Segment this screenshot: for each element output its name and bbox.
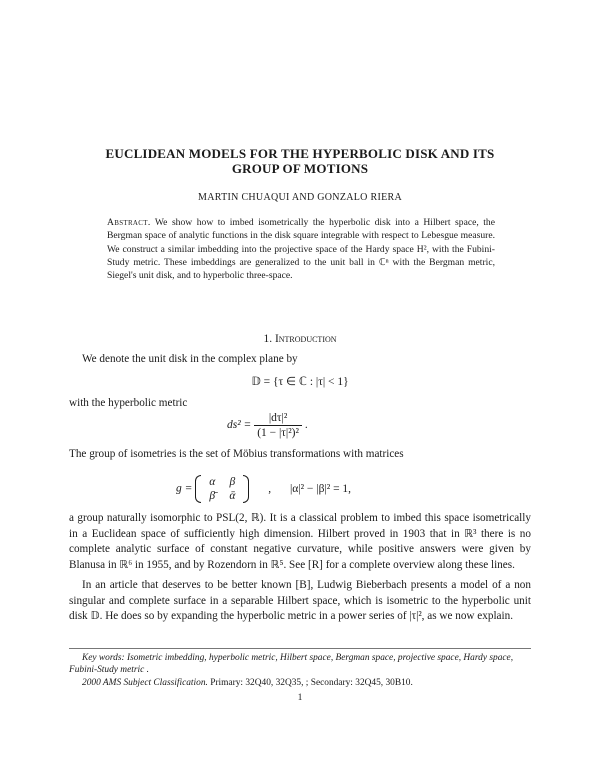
- equation-hyperbolic-metric: [227, 412, 308, 439]
- intro-paragraph-2: with the hyperbolic metric: [69, 397, 188, 409]
- paper-authors: MARTIN CHUAQUI AND GONZALO RIERA: [198, 192, 402, 203]
- footnote-msc-label: 2000 AMS Subject Classification.: [82, 678, 208, 688]
- matrix-entry-21: β̄: [209, 490, 216, 502]
- equation-metric-period: .: [304, 419, 308, 432]
- equation-metric-fraction: [254, 412, 302, 439]
- footnote-rule: [69, 648, 531, 649]
- footnote-keywords: Key words: Isometric imbedding, hyperbolic metric, Hilbert space, Bergman space, projective space, Hardy space, Fubini-Study metric .: [69, 653, 514, 676]
- abstract-text: We show how to imbed isometrically the hyperbolic disk into a Hilbert space, the Bergman space of analytic functions in the disk square integrable with respect to Lebesgue measure. We construct a similar imbedding into the projective space of the Hardy space H², with the Fubini-Study metric. These imbeddings are generalized to the unit ball in ℂⁿ with the Bergman metric, Siegel's unit disk, and to hyperbolic three-space.: [107, 217, 495, 282]
- section-heading: [0, 333, 600, 345]
- section-title: Introduction: [274, 333, 337, 345]
- intro-paragraph-5: In an article that deserves to be better known [B], Ludwig Bieberbach presents a model of a non singular and complete surface in a separable Hilbert space, which is isometric to the hyperbolic unit disk 𝔻. He does so by expanding the hyperbolic metric in a power series of |τ|², as we now explain.: [69, 579, 531, 623]
- matrix-entry-11: α: [209, 476, 216, 488]
- equation-mobius-lhs: g =: [176, 482, 193, 495]
- equation-mobius-separator: ,: [268, 482, 272, 495]
- equation-unit-disk: 𝔻 = {τ ∈ ℂ : |τ| < 1}: [251, 376, 349, 388]
- paper-title-line-1: EUCLIDEAN MODELS FOR THE HYPERBOLIC DISK AND ITS: [105, 146, 495, 161]
- footnote-msc: [69, 677, 531, 689]
- mobius-matrix: [195, 475, 249, 503]
- equation-metric-lhs: ds² =: [227, 419, 252, 432]
- intro-paragraph-3: The group of isometries is the set of Möbius transformations with matrices: [69, 448, 404, 460]
- page-number: 1: [297, 692, 303, 703]
- equation-mobius-condition: |α|² − |β|² = 1,: [289, 482, 352, 495]
- matrix-entry-22: ᾱ: [229, 490, 236, 502]
- abstract-label: Abstract.: [107, 217, 151, 228]
- equation-metric-numerator: |dτ|²: [254, 412, 302, 426]
- section-number: 1.: [263, 333, 273, 345]
- abstract: [107, 216, 495, 282]
- equation-mobius: [176, 475, 351, 503]
- matrix-entry-12: β: [229, 476, 236, 488]
- equation-metric-denominator: (1 − |τ|²)²: [257, 427, 299, 439]
- paper-title-line-2: GROUP OF MOTIONS: [231, 161, 369, 176]
- intro-paragraph-1: We denote the unit disk in the complex plane by: [82, 353, 298, 365]
- footnote-msc-text: Primary: 32Q40, 32Q35, ; Secondary: 32Q45, 30B10.: [210, 678, 413, 688]
- intro-paragraph-4: a group naturally isomorphic to PSL(2, ℝ). It is a classical problem to imbed this space isometrically in a Euclidean space of sufficiently high dimension. Hilbert proved in 1903 that in ℝ³ there is no complete analytic surface of constant negative curvature, while positive answers were given by Blanusa in ℝ⁶ in 1955, and by Rozendorn in ℝ⁵. See [R] for a complete overview along these lines.: [69, 512, 531, 571]
